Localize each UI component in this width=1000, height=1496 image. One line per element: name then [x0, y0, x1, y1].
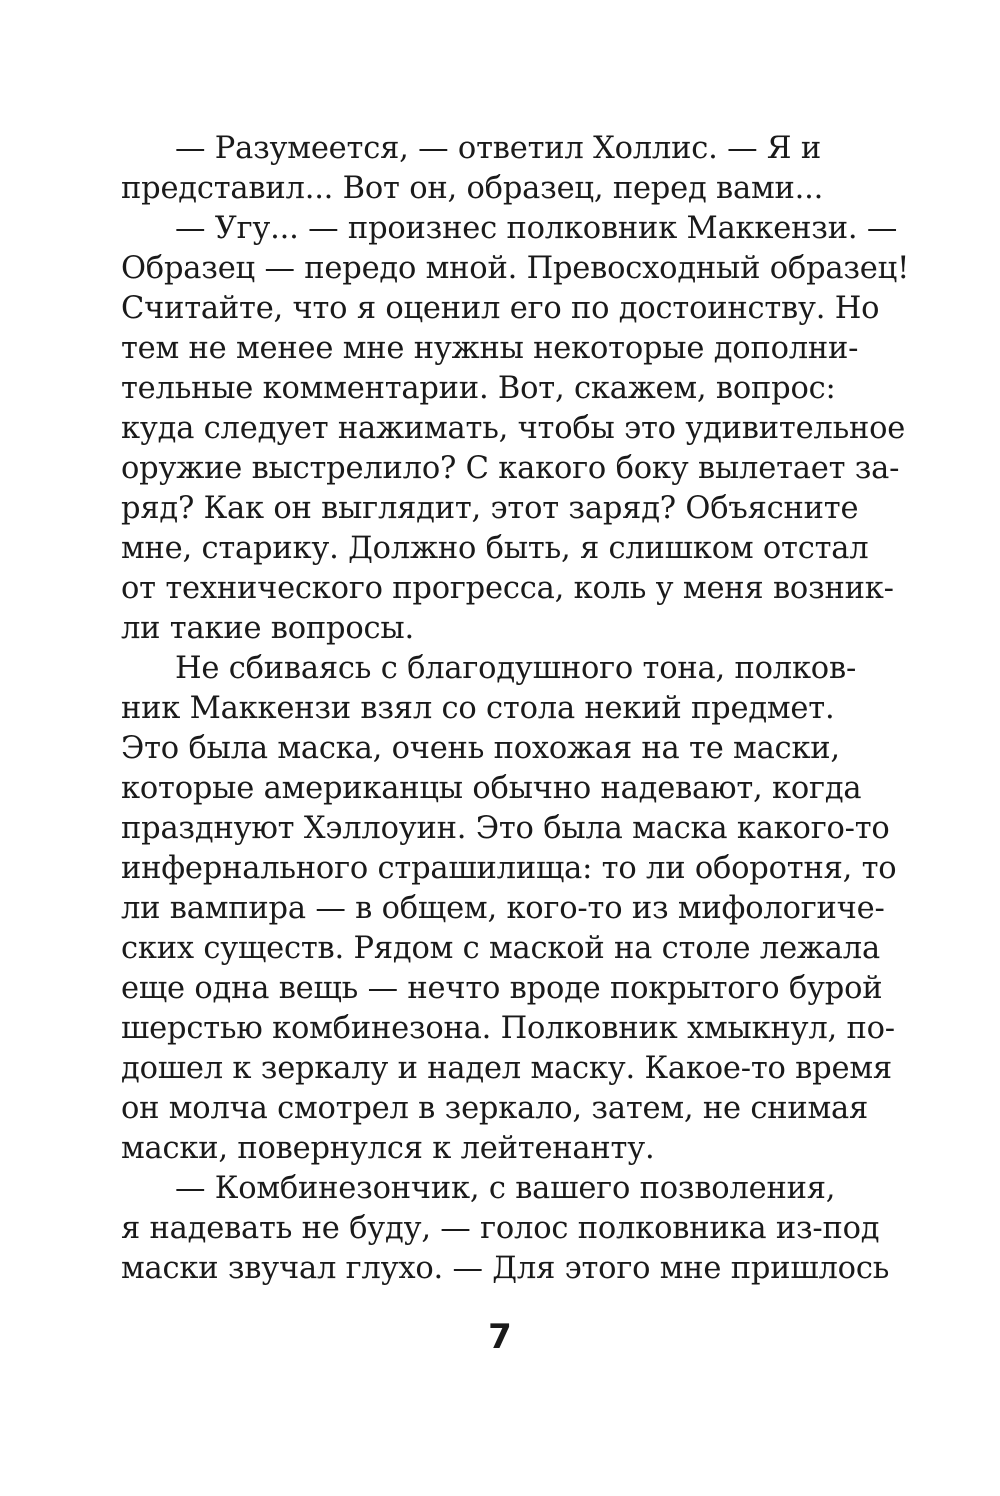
text-line: ник Маккензи взял со стола некий предмет. [121, 691, 835, 726]
text-line: ли вампира — в общем, кого-то из мифологиче- [121, 891, 885, 926]
text-line: тельные комментарии. Вот, скажем, вопрос: [121, 371, 836, 406]
text-line: маски, повернулся к лейтенанту. [121, 1131, 655, 1166]
text-line: ли такие вопросы. [121, 611, 414, 646]
body-text [121, 129, 910, 1289]
text-line: которые американцы обычно надевают, когда [121, 771, 862, 806]
text-line: куда следует нажимать, чтобы это удивительное [121, 411, 906, 446]
text-line: дошел к зеркалу и надел маску. Какое-то время [121, 1051, 892, 1086]
text-line: — Угу... — произнес полковник Маккензи. — [175, 211, 898, 246]
text-line: — Комбинезончик, с вашего позволения, [175, 1171, 836, 1206]
text-line: инфернального страшилища: то ли оборотня, то [121, 851, 897, 886]
text-line: Образец — передо мной. Превосходный образец! [121, 251, 910, 286]
text-line: он молча смотрел в зеркало, затем, не снимая [121, 1091, 869, 1126]
text-line: еще одна вещь — нечто вроде покрытого бурой [121, 971, 883, 1006]
text-line: Не сбиваясь с благодушного тона, полков- [175, 651, 857, 686]
text-line: Это была маска, очень похожая на те маски, [121, 731, 840, 766]
text-line: празднуют Хэллоуин. Это была маска какого-то [121, 811, 890, 846]
text-line: Считайте, что я оценил его по достоинству. Но [121, 291, 880, 326]
text-line: мне, старику. Должно быть, я слишком отстал [121, 531, 869, 566]
text-line: шерстью комбинезона. Полковник хмыкнул, по- [121, 1011, 895, 1046]
text-line: представил... Вот он, образец, перед вами... [121, 171, 824, 206]
text-line: ских существ. Рядом с маской на столе лежала [121, 931, 880, 966]
text-line: — Разумеется, — ответил Холлис. — Я и [175, 131, 821, 166]
text-line: маски звучал глухо. — Для этого мне пришлось [121, 1251, 890, 1286]
text-line: ряд? Как он выглядит, этот заряд? Объясните [121, 491, 859, 526]
text-line: я надевать не буду, — голос полковника из-под [121, 1211, 880, 1246]
text-line: от технического прогресса, коль у меня возник- [121, 571, 894, 606]
text-line: оружие выстрелило? С какого боку вылетает за- [121, 451, 900, 486]
text-line: тем не менее мне нужны некоторые дополни- [121, 331, 859, 366]
page-number: 7 [488, 1317, 512, 1357]
